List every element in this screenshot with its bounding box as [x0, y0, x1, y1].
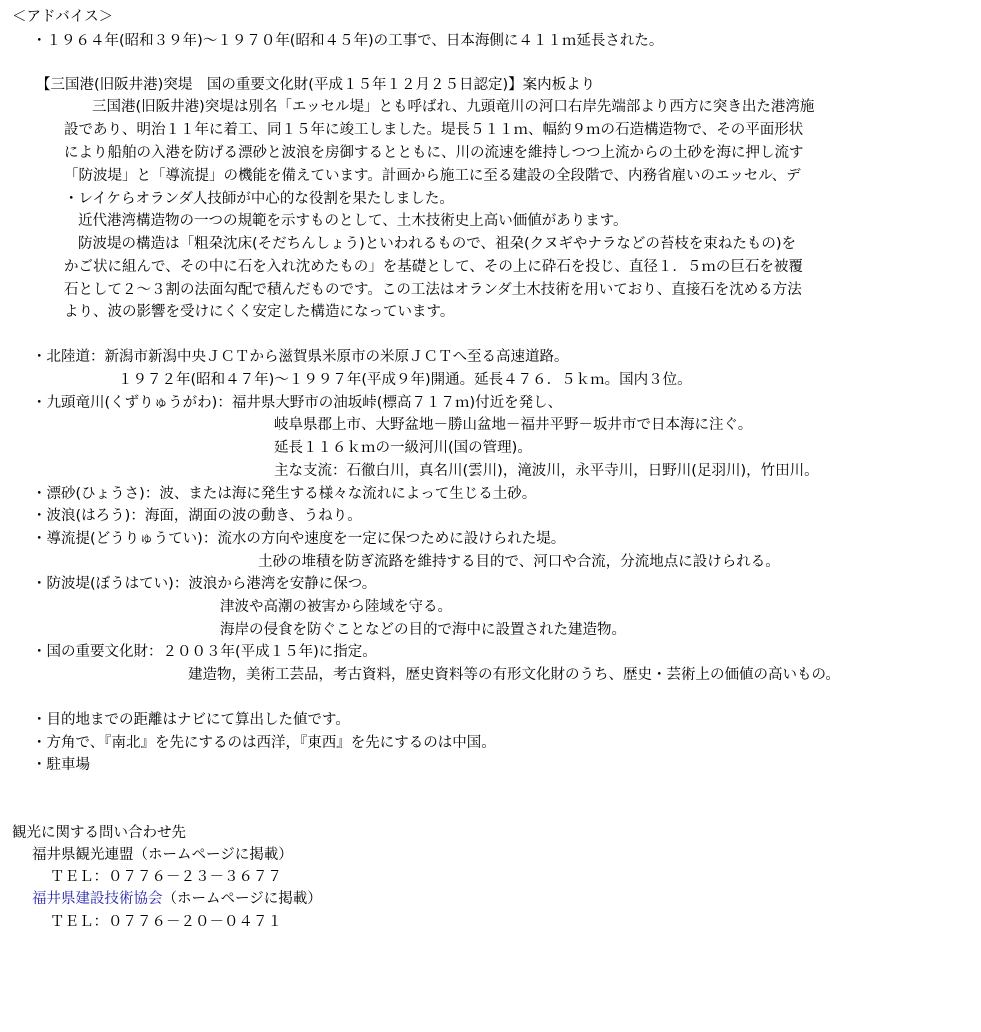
glossary-bohatei-detail-1: 津波や高潮の被害から陸域を守る。	[220, 599, 452, 615]
glossary-bunkazai-detail: 建造物，美術工芸品，考古資料，歴史資料等の有形文化財のうち、歴史・芸術上の価値の高いもの。	[188, 667, 840, 683]
contact-org1-name: 福井県観光連盟（ホームページに掲載）	[32, 847, 293, 863]
note-direction: ・方角で、『南北』を先にするのは西洋，『東西』を先にするのは中国。	[32, 735, 496, 751]
contact-org2	[32, 888, 322, 910]
note-distance: ・目的地までの距離はナビにて算出した値です。	[32, 712, 350, 728]
signboard-line-6: 近代港湾構造物の一つの規範を示すものとして、土木技術史上高い価値があります。	[78, 213, 628, 229]
glossary-hyosa: ・漂砂(ひょうさ)：波、または海に発生する様々な流れによって生じる土砂。	[32, 486, 537, 502]
contacts-heading: 観光に関する問い合わせ先	[12, 825, 186, 841]
glossary-kuzuryu-detail-3: 主な支流：石徹白川，真名川(雲川)，滝波川，永平寺川，日野川(足羽川)，竹田川。	[274, 463, 819, 479]
advice-heading: ＜アドバイス＞	[12, 9, 114, 25]
signboard-line-1: 三国港(旧阪井港)突堤は別名「エッセル堤」とも呼ばれ、九頭竜川の河口右岸先端部より西方に突き出た港湾施	[92, 99, 815, 115]
glossary-hokuriku: ・北陸道：新潟市新潟中央ＪＣＴから滋賀県米原市の米原ＪＣＴへ至る高速道路。	[32, 349, 569, 365]
contact-org2-link[interactable]: 福井県建設技術協会	[32, 891, 163, 907]
signboard-line-9: 石として２～３割の法面勾配で積んだものです。この工法はオランダ土木技術を用いており、直接石を沈める方法	[64, 282, 802, 298]
signboard-title: 【三国港(旧阪井港)突堤 国の重要文化財(平成１５年１２月２５日認定)】案内板より	[36, 77, 596, 93]
glossary-haro: ・波浪(はろう)：海面，湖面の波の動き、うねり。	[32, 508, 362, 524]
signboard-line-4: 「防波堤」と「導流提」の機能を備えています。計画から施工に至る建設の全段階で、内務省雇いのエッセル、デ	[64, 168, 801, 184]
signboard-line-7: 防波堤の構造は「粗朶沈床(そだちんしょう)といわれるもので、祖朶(クヌギやナラなどの苔枝を束ねたもの)を	[78, 236, 797, 252]
glossary-kuzuryu: ・九頭竜川(くずりゅうがわ)：福井県大野市の油坂峠(標高７１７ｍ)付近を発し、	[32, 395, 563, 411]
contact-org2-tel: ＴＥＬ：０７７６－２０－０４７１	[50, 914, 282, 930]
signboard-line-3: により船舶の入港を防げる漂砂と波浪を房御するとともに、川の流速を維持しつつ上流からの土砂を海に押し流す	[64, 145, 804, 161]
note-parking: ・駐車場	[32, 757, 90, 773]
contact-org2-suffix: （ホームページに掲載）	[162, 891, 322, 907]
signboard-line-8: かご状に組んで、その中に石を入れ沈めたもの」を基礎として、その上に砕石を投じ、直径１．５ｍの巨石を被覆	[64, 259, 803, 275]
extension-note: ・１９６４年(昭和３９年)～１９７０年(昭和４５年)の工事で、日本海側に４１１ｍ延長された。	[32, 33, 664, 49]
glossary-doryutei: ・導流提(どうりゅうてい)：流水の方向や速度を一定に保つために設けられた堤。	[32, 531, 566, 547]
signboard-line-10: より、波の影響を受けにくく安定した構造になっています。	[64, 304, 455, 320]
glossary-bohatei-detail-2: 海岸の侵食を防ぐことなどの目的で海中に設置された建造物。	[220, 622, 626, 638]
signboard-line-2: 設であり、明治１１年に着工、同１５年に竣工しました。堤長５１１ｍ、幅約９ｍの石造構造物で、その平面形状	[64, 122, 804, 138]
glossary-bunkazai: ・国の重要文化財：２００３年(平成１５年)に指定。	[32, 644, 377, 660]
glossary-bohatei: ・防波堤(ぼうはてい)：波浪から港湾を安静に保つ。	[32, 576, 377, 592]
glossary-kuzuryu-detail-1: 岐阜県郡上市、大野盆地－勝山盆地－福井平野－坂井市で日本海に注ぐ。	[274, 417, 753, 433]
glossary-doryutei-detail: 土砂の堆積を防ぎ流路を維持する目的で、河口や合流，分流地点に設けられる。	[258, 554, 780, 570]
glossary-kuzuryu-detail-2: 延長１１６ｋｍの一級河川(国の管理)。	[274, 440, 532, 456]
contact-org1-tel: ＴＥＬ：０７７６－２３－３６７７	[50, 869, 282, 885]
signboard-line-5: ・レイケらオランダ人技師が中心的な役割を果たしました。	[64, 191, 454, 207]
glossary-hokuriku-detail: １９７２年(昭和４７年)～１９９７年(平成９年)開通。延長４７６．５ｋｍ。国内３位。	[118, 372, 692, 388]
